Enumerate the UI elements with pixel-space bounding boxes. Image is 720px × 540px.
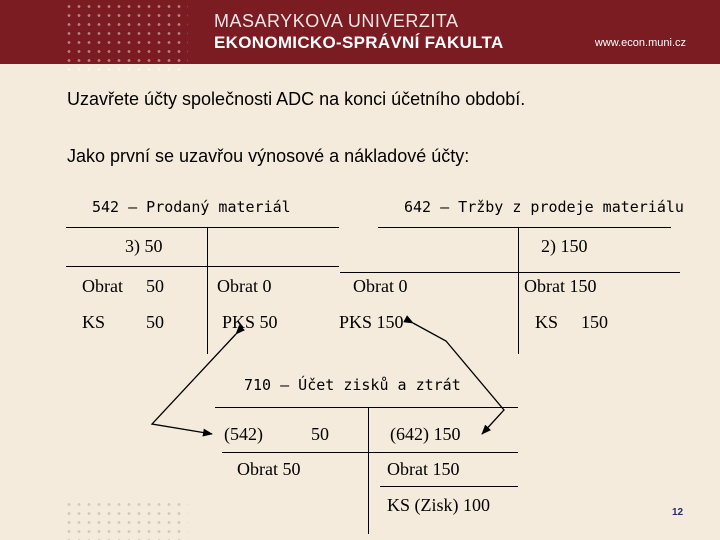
account-710-credit-balance: KS (Zisk) 100	[387, 495, 490, 515]
faculty-name: EKONOMICKO-SPRÁVNÍ FAKULTA	[214, 33, 504, 52]
account-642-title: 642 – Tržby z prodeje materiálu	[404, 198, 684, 216]
account-710-debit-entry-value: 50	[311, 424, 329, 444]
account-542-debit-balance-label: KS	[82, 312, 106, 332]
arrow-642-to-710	[413, 323, 504, 434]
task-text: Uzavřete účty společnosti ADC na konci účetního období.	[67, 89, 526, 109]
account-710-debit-entry-label: (542)	[224, 424, 263, 444]
account-642-credit-balance-value: 150	[581, 312, 608, 332]
website-url[interactable]: www.econ.muni.cz	[594, 37, 686, 49]
account-542-title: 542 – Prodaný materiál	[92, 198, 291, 216]
account-542-debit-balance-value: 50	[146, 312, 164, 332]
account-542-credit-balance: PKS 50	[222, 312, 278, 332]
subtitle-text: Jako první se uzavřou výnosové a nákladové účty:	[67, 146, 470, 166]
account-542-debit-entry: 3) 50	[125, 236, 163, 256]
account-642-credit-turnover: Obrat 150	[524, 276, 597, 296]
account-642-credit-entry: 2) 150	[541, 236, 588, 256]
account-642-debit-balance: PKS 150	[339, 312, 404, 332]
account-642-debit-turnover: Obrat 0	[353, 276, 408, 296]
account-710-title: 710 – Účet zisků a ztrát	[244, 376, 461, 394]
account-710-debit-turnover: Obrat 50	[237, 459, 301, 479]
page-number: 12	[672, 507, 684, 518]
arrow-542-to-710	[152, 334, 236, 434]
account-542-debit-turnover-value: 50	[146, 276, 164, 296]
account-710-credit-turnover: Obrat 150	[387, 459, 460, 479]
account-642-credit-balance-label: KS	[535, 312, 559, 332]
account-542-credit-turnover: Obrat 0	[217, 276, 272, 296]
account-710-credit-entry: (642) 150	[390, 424, 461, 444]
account-542-debit-turnover-label: Obrat	[82, 276, 123, 296]
university-name: MASARYKOVA UNIVERZITA	[214, 11, 459, 31]
